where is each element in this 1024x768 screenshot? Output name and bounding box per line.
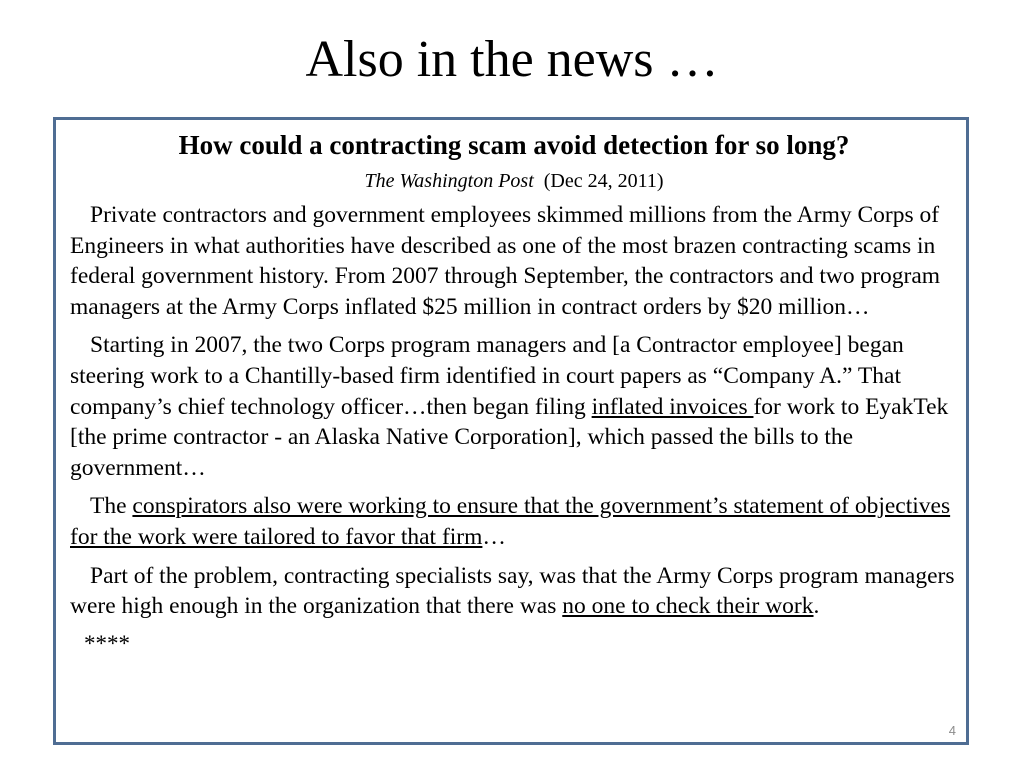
article-date: (Dec 24, 2011) (543, 170, 664, 192)
article-headline: How could a contracting scam avoid detection for so long? (178, 130, 850, 160)
article-paragraph-3 (70, 491, 958, 552)
paragraph-4-underlined: no one to check their work (562, 593, 814, 620)
slide-title: Also in the news … (305, 31, 719, 88)
paragraph-2-text-before: Starting in 2007, the two Corps program managers and [a Contractor employee] began steering work to a Chantilly-based firm identified in court papers as “Company A.” That company’s chief technology officer…then began filing (70, 332, 904, 420)
paragraph-2-underlined: inflated invoices (591, 393, 754, 420)
article-box (53, 117, 969, 745)
paragraph-2-text-after: for work to EyakTek [the prime contractor - an Alaska Native Corporation], which passed the bills to the government… (70, 393, 949, 481)
page-number: 4 (948, 723, 956, 738)
paragraph-3-underlined: conspirators also were working to ensure that the government’s statement of objectives for the work were tailored to favor that firm (70, 493, 951, 550)
article-paragraph-2 (70, 330, 958, 483)
article-paragraph-4 (70, 561, 958, 622)
end-marker: **** (84, 630, 130, 656)
paragraph-3-text-after: … (482, 523, 506, 550)
article-source-line (70, 168, 958, 194)
paragraph-3-text-before: The (90, 493, 133, 520)
article-source: The Washington Post (364, 170, 534, 192)
paragraph-1-text: Private contractors and government employees skimmed millions from the Army Corps of Engineers in what authorities have described as one of the most brazen contracting scams in federal government history. From 2007 through September, the contractors and two program managers at the Army Corps inflated $25 million in contract orders by $20 million… (70, 202, 941, 320)
paragraph-4-text-after: . (813, 593, 820, 620)
paragraph-4-text-before: Part of the problem, contracting specialists say, was that the Army Corps program managers were high enough in the organization that there was (70, 562, 955, 620)
article-paragraph-1 (70, 200, 958, 322)
